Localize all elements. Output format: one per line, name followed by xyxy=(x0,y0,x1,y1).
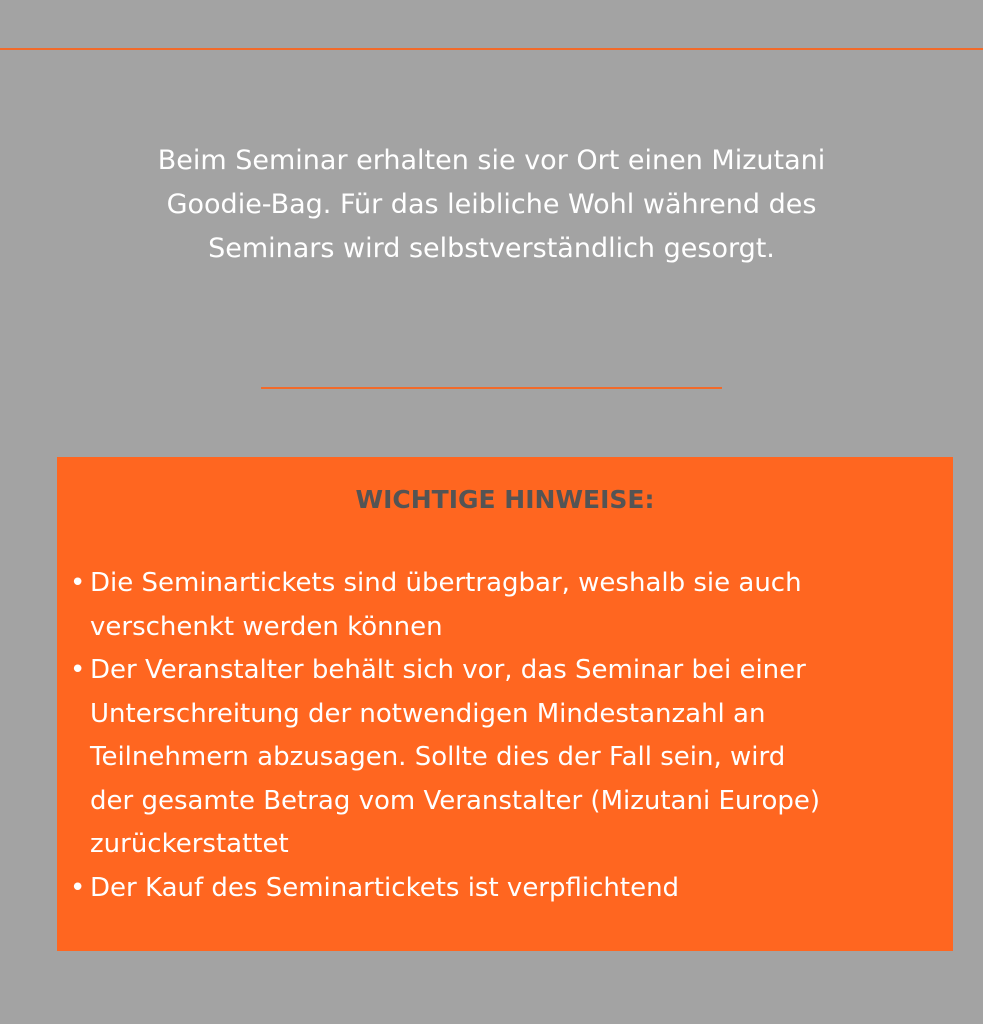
list-item xyxy=(70,649,950,867)
list-item-line: zurückerstattet xyxy=(90,829,289,859)
top-divider xyxy=(0,48,983,50)
bullet-icon: • xyxy=(70,568,86,598)
section-divider xyxy=(261,387,722,389)
list-item-line: Der Kauf des Seminartickets ist verpflichtend xyxy=(90,872,680,903)
list-item-line: Unterschreitung der notwendigen Mindestanzahl an xyxy=(90,698,766,729)
list-item xyxy=(70,867,950,911)
list-item-line: Die Seminartickets sind übertragbar, weshalb sie auch xyxy=(90,568,802,598)
list-item-line: der gesamte Betrag vom Veranstalter (Mizutani Europe) xyxy=(90,785,821,816)
bullet-icon: • xyxy=(70,655,86,685)
intro-line: Beim Seminar erhalten sie vor Ort einen Mizutani xyxy=(157,145,826,176)
important-notes-list xyxy=(70,562,950,910)
list-item-line: Teilnehmern abzusagen. Sollte dies der Fall sein, wird xyxy=(90,742,786,772)
important-notes-box xyxy=(57,457,953,951)
list-item xyxy=(70,562,950,649)
bullet-icon: • xyxy=(70,872,86,903)
list-item-line: Der Veranstalter behält sich vor, das Seminar bei einer xyxy=(90,655,806,685)
intro-text xyxy=(60,139,923,271)
intro-line: Seminars wird selbstverständlich gesorgt. xyxy=(208,233,775,264)
important-notes-title: WICHTIGE HINWEISE: xyxy=(355,485,655,514)
list-item-line: verschenkt werden können xyxy=(90,611,443,642)
intro-line: Goodie-Bag. Für das leibliche Wohl während des xyxy=(166,189,817,220)
